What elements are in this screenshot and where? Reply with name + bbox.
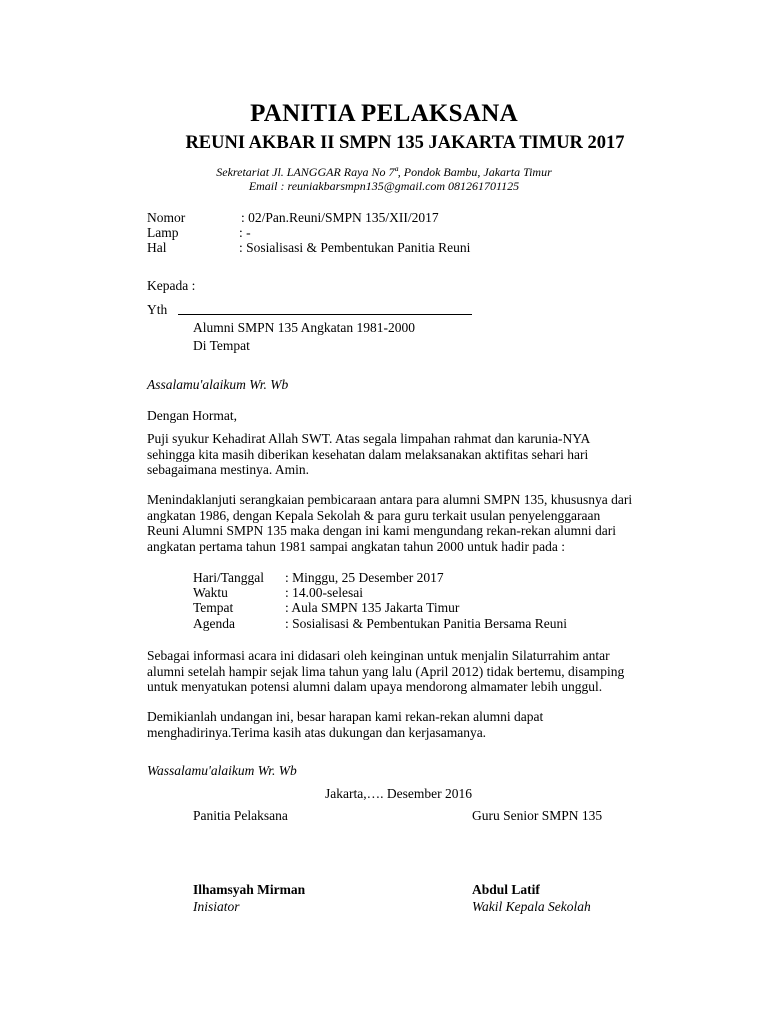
paragraph-3 <box>147 648 667 695</box>
place-date: Jakarta,…. Desember 2016 <box>325 786 472 801</box>
paragraph-line: angkatan pertama tahun 1981 sampai angkatan tahun 2000 untuk hadir pada : <box>147 538 565 554</box>
recipient-name: Alumni SMPN 135 Angkatan 1981-2000 <box>193 320 416 335</box>
left-signer-name: Ilhamsyah Mirman <box>193 882 306 897</box>
contact-line: Email : reuniakbarsmpn135@gmail.com 081261701125 <box>248 179 520 193</box>
paragraph-line: untuk menyatukan potensi alumni dalam upaya mendorong almamater lebih unggul. <box>147 679 603 694</box>
letterhead-subtitle: REUNI AKBAR II SMPN 135 JAKARTA TIMUR 2017 <box>185 133 625 153</box>
paragraph-2 <box>147 492 667 554</box>
schedule-label: Agenda <box>193 616 235 631</box>
schedule-label: Tempat <box>193 600 234 615</box>
right-org: Guru Senior SMPN 135 <box>472 808 603 823</box>
kepada-label: Kepada : <box>147 278 196 293</box>
yth-label: Yth <box>147 302 168 317</box>
recipient-underline <box>178 314 472 315</box>
lamp-value: : - <box>239 225 251 240</box>
hal-label: Hal <box>147 240 167 255</box>
paragraph-line: sebagaimana mestinya. Amin. <box>147 462 309 477</box>
recipient-place: Di Tempat <box>193 338 250 353</box>
schedule-value: : Sosialisasi & Pembentukan Panitia Bersama Reuni <box>285 616 567 631</box>
paragraph-1 <box>147 431 667 478</box>
nomor-value: : 02/Pan.Reuni/SMPN 135/XII/2017 <box>241 210 439 225</box>
left-signer-role: Inisiator <box>193 899 240 914</box>
paragraph-line: angkatan 1986, dengan Kepala Sekolah & para guru terkait usulan penyelenggaraan <box>147 507 601 523</box>
paragraph-line: Sebagai informasi acara ini didasari oleh keinginan untuk menjalin Silaturrahim antar <box>147 648 610 663</box>
paragraph-line: Menindaklanjuti serangkaian pembicaraan antara para alumni SMPN 135, khususnya dari <box>147 492 633 507</box>
paragraph-line: Demikianlah undangan ini, besar harapan kami rekan-rekan alumni dapat <box>147 709 544 724</box>
hal-value: : Sosialisasi & Pembentukan Panitia Reuni <box>239 240 471 255</box>
schedule-label: Waktu <box>193 585 228 600</box>
lamp-label: Lamp <box>147 225 179 240</box>
greeting-open: Assalamu'alaikum Wr. Wb <box>147 377 289 392</box>
paragraph-4 <box>147 709 667 740</box>
left-org: Panitia Pelaksana <box>193 808 288 823</box>
secretariat-address: Sekretariat Jl. LANGGAR Raya No 7ª, Pondok Bambu, Jakarta Timur <box>216 165 552 179</box>
paragraph-line: alumni setelah hampir sejak lima tahun yang lalu (April 2012) tidak bertemu, disamping <box>147 663 625 679</box>
paragraph-line: Puji syukur Kehadirat Allah SWT. Atas segala limpahan rahmat dan karunia-NYA <box>147 431 591 446</box>
salutation: Dengan Hormat, <box>147 408 237 423</box>
nomor-label: Nomor <box>147 210 186 225</box>
schedule-value: : Aula SMPN 135 Jakarta Timur <box>285 600 460 615</box>
greeting-close: Wassalamu'alaikum Wr. Wb <box>147 763 297 778</box>
right-signer-name: Abdul Latif <box>472 882 540 897</box>
schedule-label: Hari/Tanggal <box>193 570 265 585</box>
paragraph-line: Reuni Alumni SMPN 135 maka dengan ini kami mengundang rekan-rekan alumni dari <box>147 523 617 538</box>
paragraph-line: menghadirinya.Terima kasih atas dukungan dan kerjasamanya. <box>147 724 487 740</box>
schedule-value: : Minggu, 25 Desember 2017 <box>285 570 444 585</box>
right-signer-role: Wakil Kepala Sekolah <box>472 899 591 914</box>
letterhead-title: PANITIA PELAKSANA <box>250 100 518 127</box>
paragraph-line: sehingga kita masih diberikan kesehatan dalam melaksanakan aktifitas sehari hari <box>147 446 589 462</box>
schedule-value: : 14.00-selesai <box>285 585 363 600</box>
